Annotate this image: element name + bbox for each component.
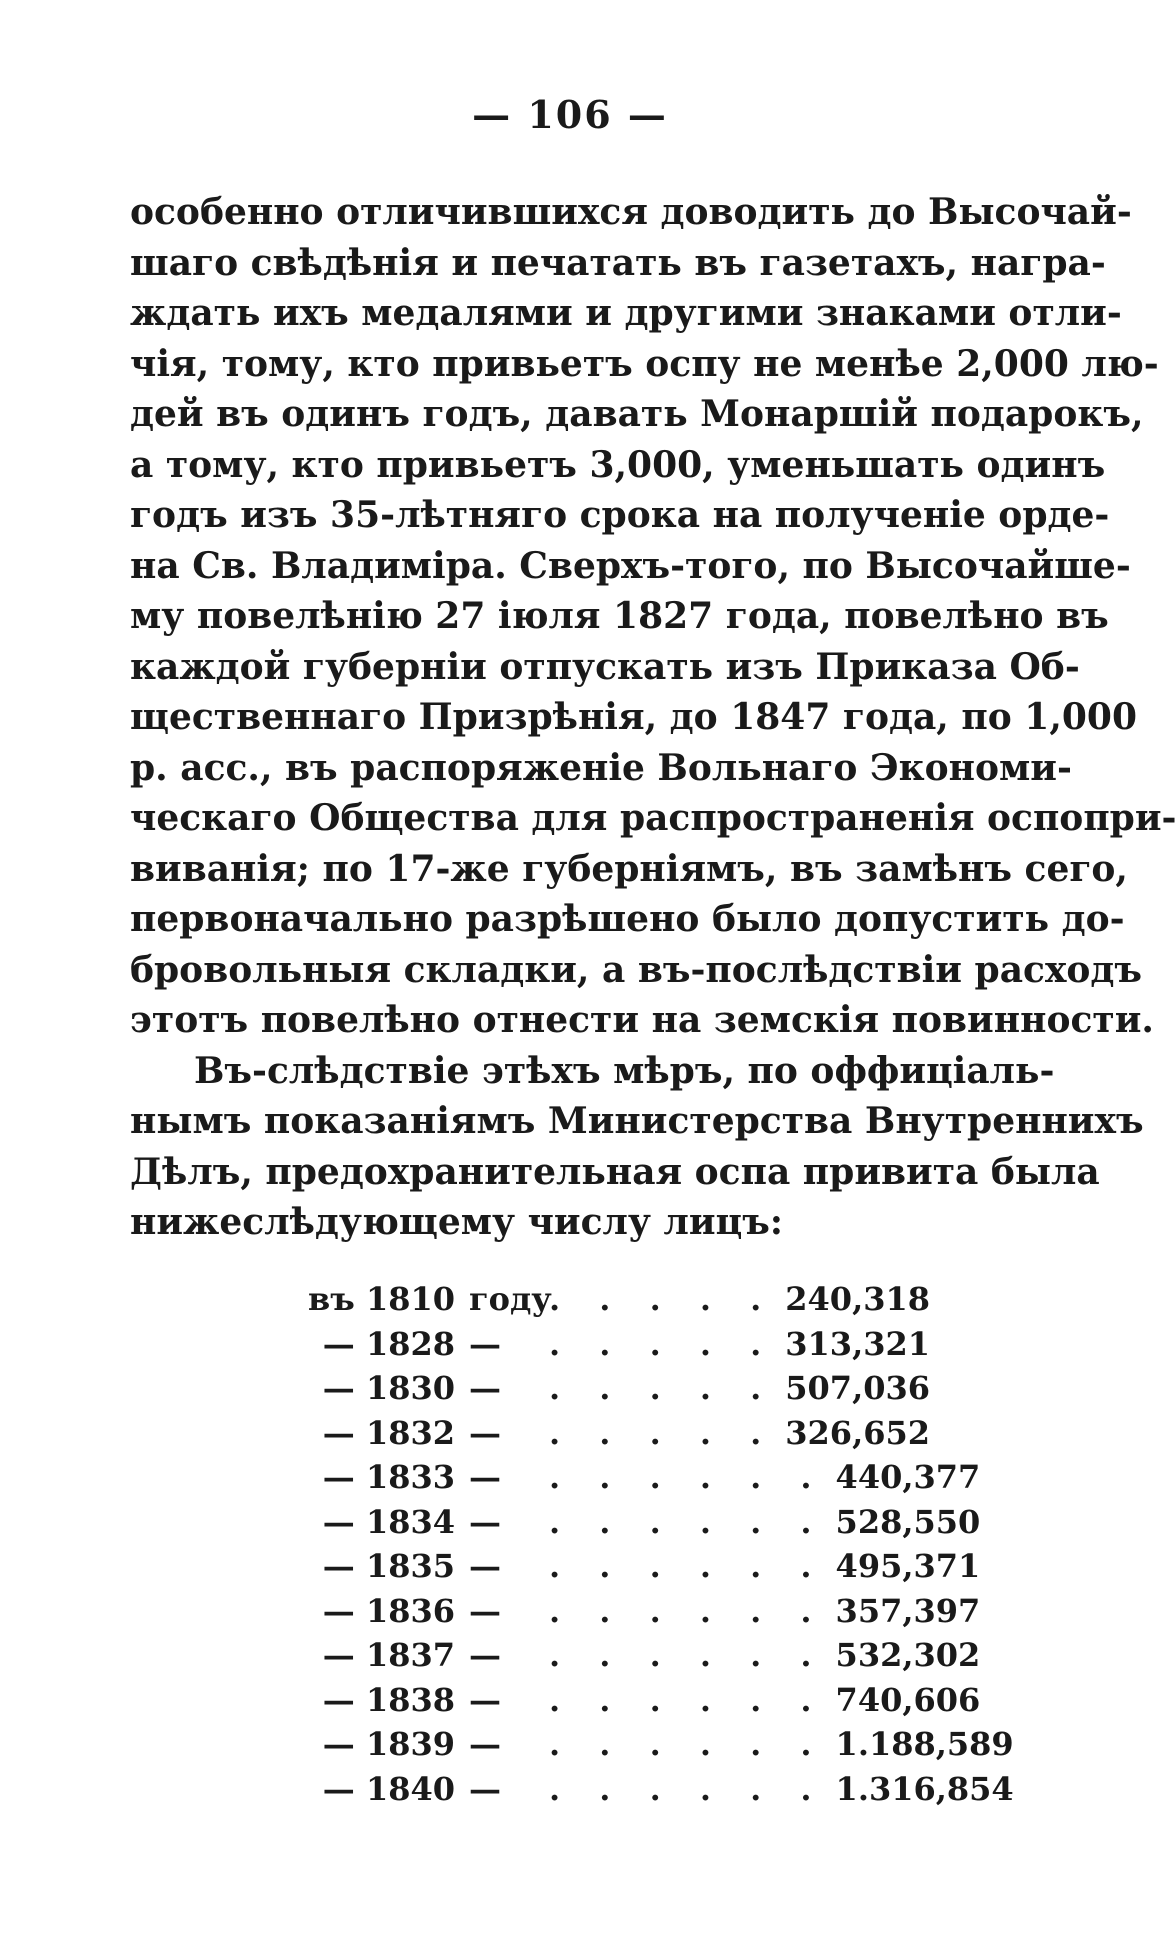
unit-cell: — [469, 1502, 501, 1541]
year-cell: — 1828 [322, 1324, 455, 1363]
value-cell: 357,397 [835, 1591, 981, 1630]
unit-cell: — [469, 1769, 501, 1808]
paragraph-2 [130, 1046, 1144, 1248]
year-cell: — 1834 [322, 1502, 455, 1541]
dot-leader: . . . . . . [549, 1636, 826, 1674]
text-line: нымъ показаніямъ Министерства Внутреннихъ [130, 1100, 1144, 1142]
unit-cell: — [469, 1680, 501, 1719]
text-line: му повелѣнію 27 іюля 1827 года, повелѣно въ [130, 595, 1109, 637]
table-row [270, 1502, 981, 1548]
year-cell: — 1835 [322, 1547, 455, 1585]
dot-leader: . . . . . . [549, 1502, 826, 1541]
unit-cell: — [469, 1324, 501, 1363]
year-cell: — 1833 [322, 1458, 455, 1496]
dot-leader: . . . . . [549, 1280, 776, 1318]
unit-cell: — [469, 1547, 501, 1585]
value-cell: 440,377 [835, 1458, 981, 1496]
dot-leader: . . . . . [549, 1324, 776, 1363]
value-cell: 326,652 [785, 1413, 930, 1452]
value-cell: 313,321 [785, 1324, 930, 1363]
paragraph-1 [130, 187, 1176, 1046]
value-cell: 532,302 [835, 1636, 981, 1674]
value-cell: 740,606 [835, 1680, 981, 1719]
text-line: Дѣлъ, предохранительная оспа привита была [130, 1150, 1100, 1193]
text-line: а тому, кто привьетъ 3,000, уменьшать одинъ [130, 443, 1106, 486]
unit-cell: году [469, 1280, 552, 1318]
year-cell: въ 1810 [308, 1280, 455, 1318]
table-row [270, 1680, 981, 1726]
year-cell: — 1840 [322, 1769, 455, 1808]
unit-cell: — [469, 1591, 501, 1630]
text-line: Въ-слѣдствіе этѣхъ мѣръ, по оффиціаль- [194, 1049, 1055, 1092]
year-cell: — 1837 [322, 1636, 455, 1674]
dot-leader: . . . . . . [549, 1547, 826, 1585]
value-cell: 240,318 [785, 1280, 930, 1318]
vaccination-table [270, 1280, 1014, 1814]
text-line: нижеслѣдующему числу лицъ: [130, 1201, 784, 1243]
value-cell: 1.316,854 [835, 1769, 1014, 1808]
text-line: шаго свѣдѣнія и печатать въ газетахъ, награ- [130, 241, 1106, 284]
unit-cell: — [469, 1636, 501, 1674]
year-cell: — 1830 [322, 1369, 455, 1407]
unit-cell: — [469, 1413, 501, 1452]
table-row [270, 1591, 981, 1637]
text-line: виванія; по 17-же губерніямъ, въ замѣнъ сего, [130, 847, 1128, 890]
unit-cell: — [469, 1369, 501, 1407]
value-cell: 1.188,589 [835, 1725, 1014, 1763]
year-cell: — 1832 [322, 1413, 455, 1452]
dot-leader: . . . . . . [549, 1769, 826, 1808]
text-line: первоначально разрѣшено было допустить до- [130, 898, 1125, 940]
unit-cell: — [469, 1458, 501, 1496]
dot-leader: . . . . . . [549, 1458, 826, 1496]
text-line: ждать ихъ медалями и другими знаками отли- [130, 292, 1122, 334]
dot-leader: . . . . . . [549, 1725, 826, 1763]
text-line: бровольныя складки, а въ-послѣдствіи расходъ [130, 948, 1143, 991]
text-line: каждой губерніи отпускать изъ Приказа Об- [130, 645, 1080, 688]
table-row [270, 1769, 1014, 1815]
dot-leader: . . . . . [549, 1369, 776, 1407]
body-text [130, 187, 1176, 1248]
table-row [270, 1636, 981, 1681]
value-cell: 507,036 [785, 1369, 930, 1407]
year-cell: — 1836 [322, 1591, 455, 1630]
text-line: на Св. Владиміра. Сверхъ-того, по Высочайше- [130, 544, 1131, 587]
text-line: р. асс., въ распоряженіе Вольнаго Экономи- [130, 746, 1072, 789]
table-row [270, 1547, 981, 1592]
table-row [270, 1725, 1014, 1770]
unit-cell: — [469, 1725, 501, 1763]
table-row [270, 1413, 930, 1459]
dot-leader: . . . . . [549, 1413, 776, 1452]
text-line: особенно отличившихся доводить до Высочай- [130, 191, 1132, 233]
text-line: ческаго Общества для распространенія оспопри- [130, 797, 1176, 839]
text-line: щественнаго Призрѣнія, до 1847 года, по 1,000 [130, 696, 1137, 738]
year-cell: — 1839 [322, 1725, 455, 1763]
table-row [270, 1280, 930, 1325]
text-line: дей въ одинъ годъ, давать Монаршій подарокъ, [130, 393, 1144, 435]
text-line: этотъ повелѣно отнести на земскія повинности. [130, 999, 1154, 1041]
table-row [270, 1369, 930, 1414]
dot-leader: . . . . . . [549, 1591, 826, 1630]
page-number: — 106 — [472, 92, 668, 137]
text-line: чія, тому, кто привьетъ оспу не менѣе 2,000 лю- [130, 342, 1159, 385]
dot-leader: . . . . . . [549, 1680, 826, 1719]
value-cell: 495,371 [835, 1547, 981, 1585]
table-row [270, 1458, 981, 1503]
table-row [270, 1324, 930, 1370]
value-cell: 528,550 [835, 1502, 981, 1541]
year-cell: — 1838 [322, 1680, 455, 1719]
text-line: годъ изъ 35-лѣтняго срока на полученіе орде- [130, 494, 1110, 536]
